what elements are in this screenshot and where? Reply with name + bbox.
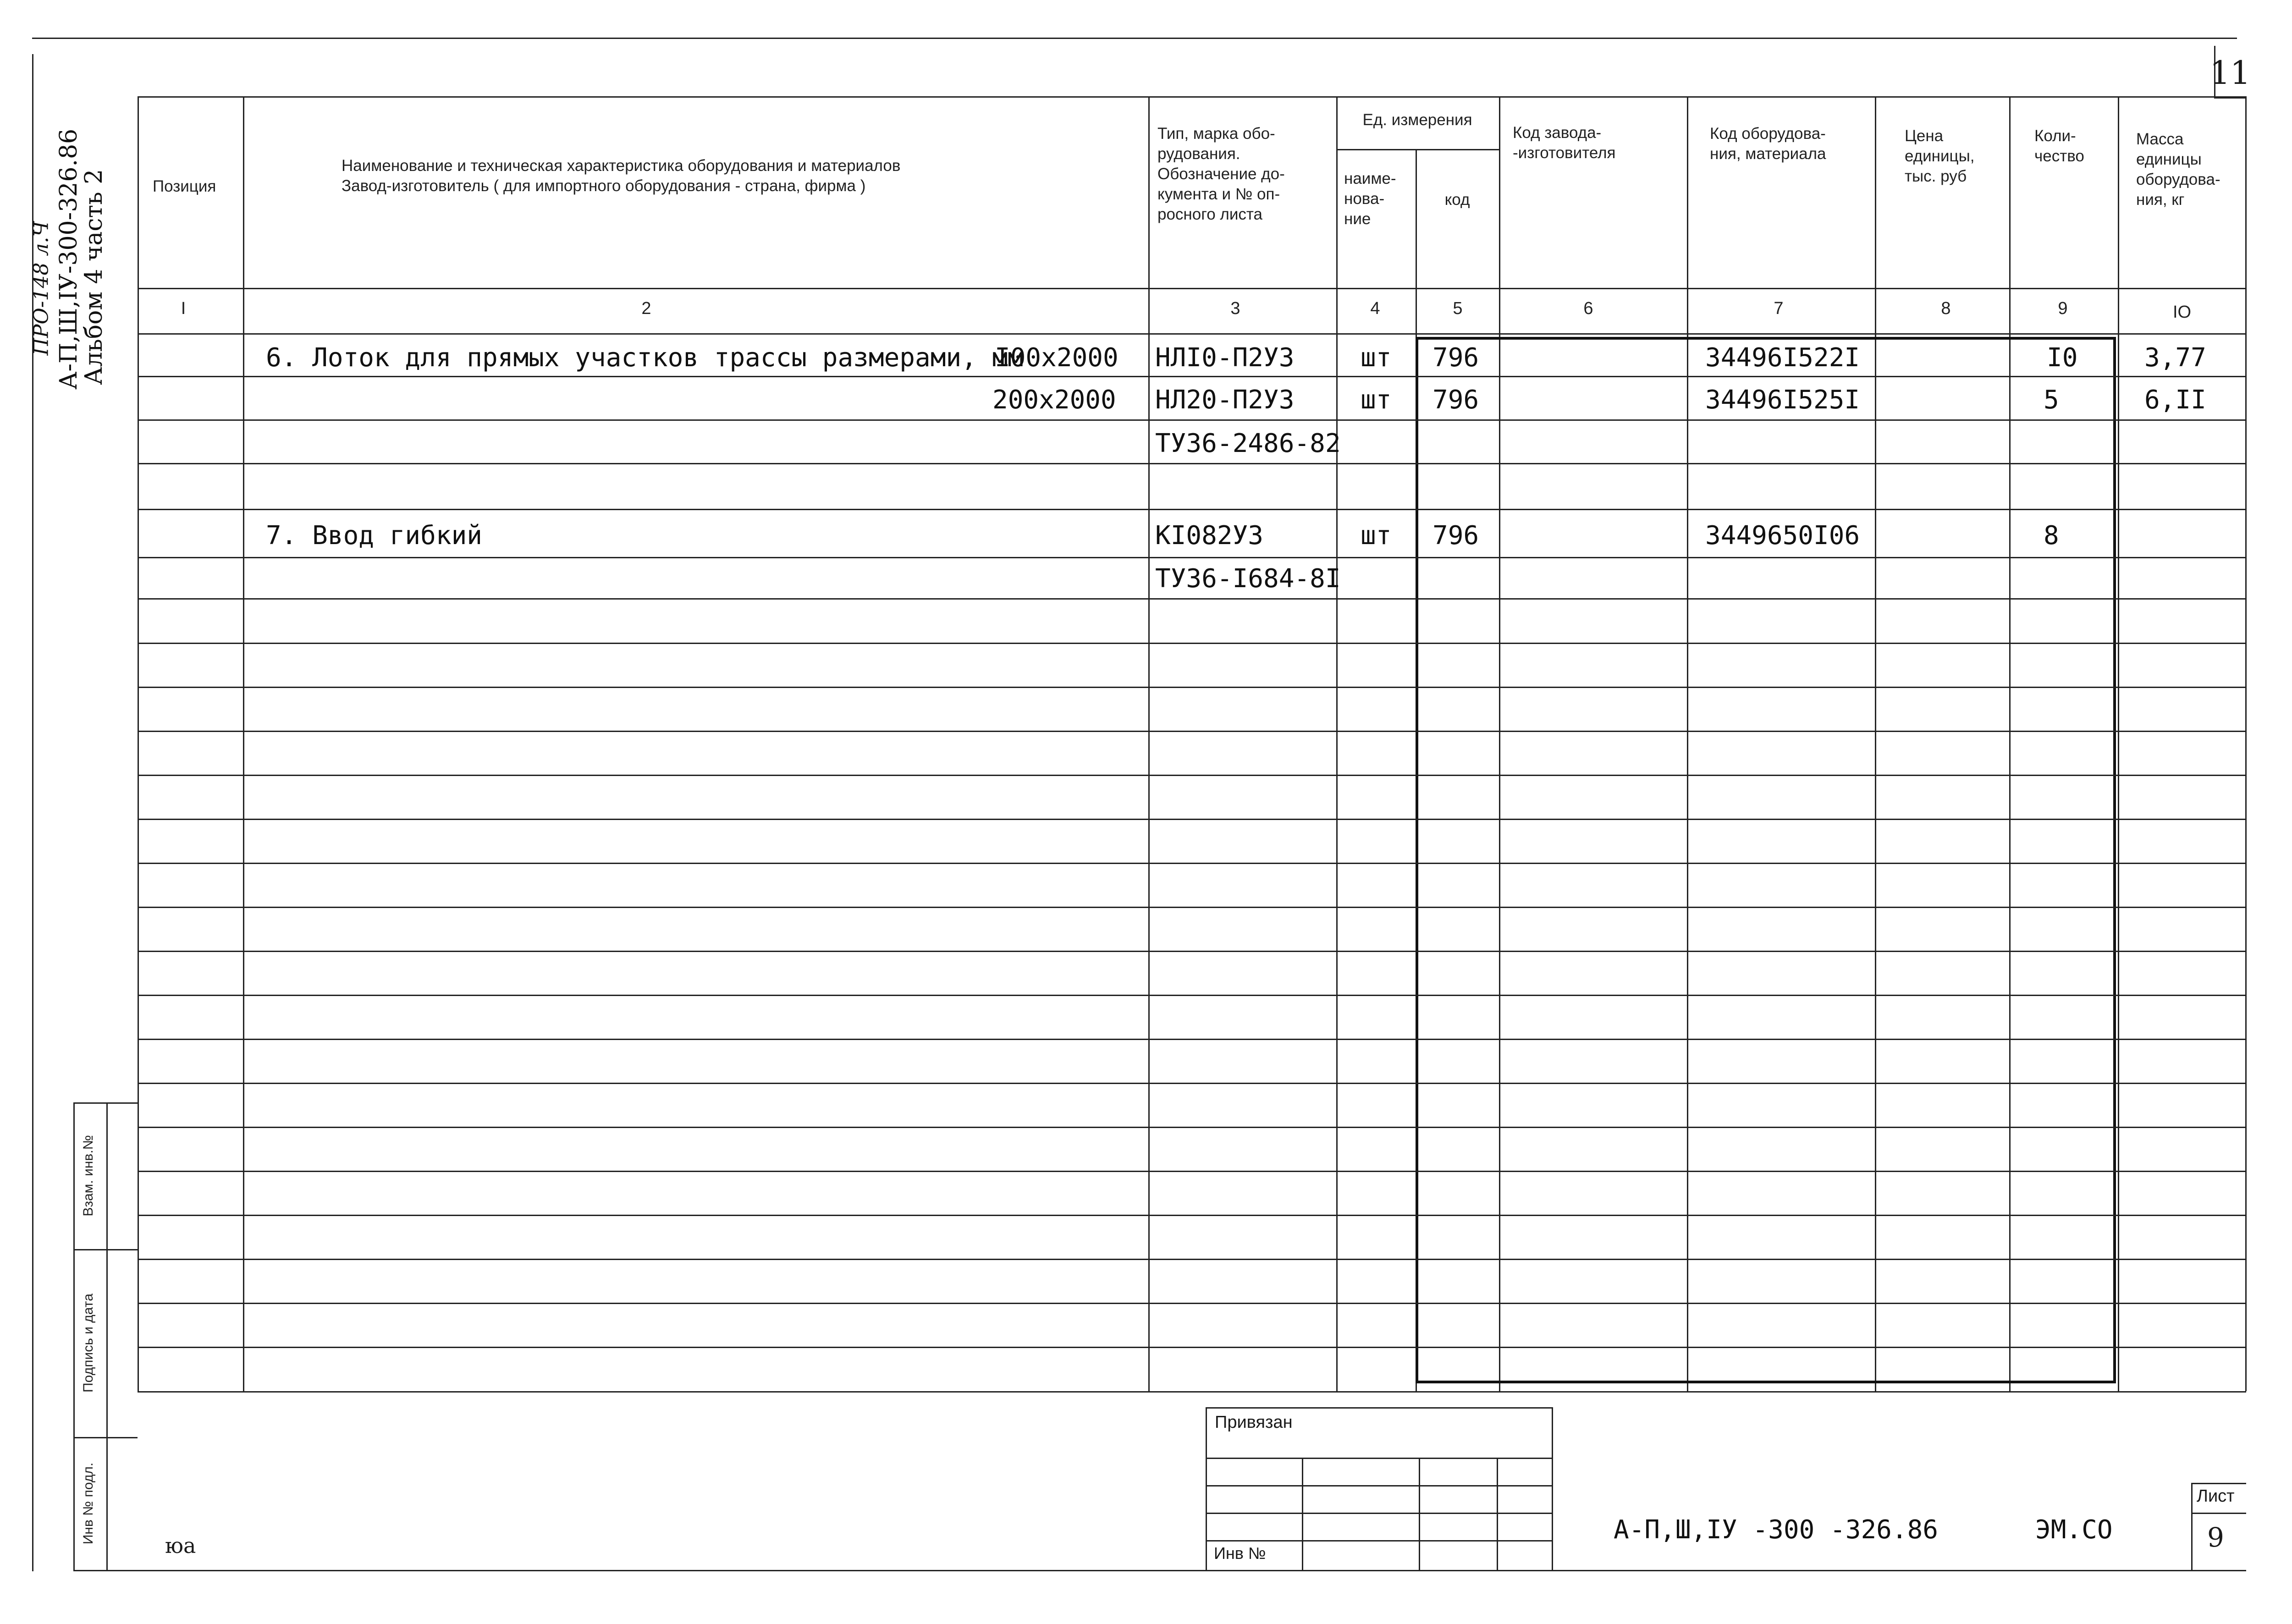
stamp-sheet-box-left <box>2191 1483 2193 1570</box>
header-unit-name-1: наиме- <box>1344 170 1396 187</box>
colnum-5: 5 <box>1453 299 1463 318</box>
colnum-2: 2 <box>641 299 651 318</box>
col-line-9 <box>2118 96 2119 1391</box>
table-top-line <box>138 96 2246 98</box>
stamp-privyazan-col2 <box>1419 1458 1420 1570</box>
stamp-sheet-number: 9 <box>2207 1522 2224 1553</box>
header-type-line4: кумента и № оп- <box>1157 185 1280 203</box>
bold-frame-left <box>1416 337 1418 1382</box>
colnum-4: 4 <box>1370 299 1380 318</box>
header-unit-group: Ед. измерения <box>1362 111 1472 129</box>
header-unit-name-2: нова- <box>1344 190 1385 208</box>
margin-inv-podl: Инв № подл. <box>81 1462 96 1545</box>
margin-box-top <box>73 1102 138 1104</box>
table-row-quantity: I0 <box>2047 343 2078 373</box>
header-position: Позиция <box>153 177 216 195</box>
bold-frame-top <box>1416 337 2116 340</box>
stamp-privyazan-col3 <box>1497 1458 1498 1570</box>
header-price-3: тыс. руб <box>1905 167 1967 185</box>
colnum-8: 8 <box>1941 299 1951 318</box>
row-line <box>138 1215 2246 1216</box>
stamp-privyazan-right <box>1552 1407 1553 1570</box>
table-row-size: 200x2000 <box>992 385 1116 415</box>
colnum-9: 9 <box>2058 299 2068 318</box>
row-line <box>138 995 2246 996</box>
row-line <box>138 557 2246 558</box>
header-quantity-2: чество <box>2034 147 2084 165</box>
row-line <box>138 1127 2246 1128</box>
table-row-type: НЛI0-П2У3 <box>1155 343 1295 373</box>
side-code: ПРО-148 л.Ч <box>29 221 53 356</box>
header-bottom-line <box>138 288 2246 289</box>
col-line-8 <box>2009 96 2011 1391</box>
col-line-5 <box>1499 96 1500 1391</box>
margin-box-left <box>73 1102 75 1570</box>
row-line <box>138 1347 2246 1348</box>
row-line <box>138 1083 2246 1084</box>
top-right-page-number: 11 <box>2209 54 2251 92</box>
stamp-privyazan-label: Привязан <box>1215 1413 1293 1432</box>
row-line <box>138 951 2246 952</box>
row-line <box>138 376 2246 377</box>
stamp-privyazan-line3 <box>1206 1513 1552 1514</box>
stamp-privyazan-col1 <box>1302 1458 1303 1570</box>
colnum-7: 7 <box>1774 299 1784 318</box>
row-line <box>138 1303 2246 1304</box>
margin-box-mid <box>106 1102 108 1570</box>
header-price-2: единицы, <box>1905 147 1975 165</box>
row-line <box>138 863 2246 864</box>
header-unit-name-3: ние <box>1344 210 1371 228</box>
table-row-unit-code: 796 <box>1432 521 1479 551</box>
table-row-quantity: 5 <box>2044 385 2059 415</box>
side-series: А-П,Ш,IУ-300-326.86 <box>55 128 83 390</box>
table-row-type: ТУ36-2486-82 <box>1155 429 1341 458</box>
header-mass-1: Масса <box>2136 130 2184 148</box>
row-line <box>138 907 2246 908</box>
table-row-mass: 6,II <box>2144 385 2206 415</box>
margin-box-sep1 <box>73 1249 138 1250</box>
header-name-line2: Завод-изготовитель ( для импортного оборудования - страна, фирма ) <box>342 177 866 195</box>
colnum-6: 6 <box>1583 299 1593 318</box>
header-equipment-code-1: Код оборудова- <box>1710 125 1826 143</box>
stamp-privyazan-top <box>1206 1407 1552 1409</box>
bold-frame-bottom <box>1416 1381 2116 1383</box>
header-type-line1: Тип, марка обо- <box>1157 125 1275 143</box>
stamp-sheet-box-top <box>2191 1483 2246 1484</box>
table-row-type: ТУ36-I684-8I <box>1155 564 1341 594</box>
colnum-10: IO <box>2172 303 2192 322</box>
row-line <box>138 643 2246 644</box>
row-line <box>138 1259 2246 1260</box>
margin-podpis: Подпись и дата <box>81 1294 96 1393</box>
table-row-name: 6. Лоток для прямых участков трассы размерами, мм <box>266 343 1024 373</box>
unit-group-line <box>1336 149 1499 150</box>
col-line-10 <box>2245 96 2247 1391</box>
stamp-sheet-label: Лист <box>2197 1486 2235 1506</box>
side-album: Альбом 4 часть 2 <box>80 169 108 385</box>
col-line-6 <box>1687 96 1688 1391</box>
table-row-mass: 3,77 <box>2144 343 2206 373</box>
table-row-equipment-code: 34496I525I <box>1705 385 1860 415</box>
stamp-designation: А-П,Ш,IУ -300 -326.86 <box>1614 1515 1939 1545</box>
header-quantity-1: Коли- <box>2034 127 2076 145</box>
col-line-3 <box>1336 96 1338 1391</box>
header-equipment-code-2: ния, материала <box>1710 145 1826 163</box>
header-type-line3: Обозначение до- <box>1157 165 1285 183</box>
table-row-unit: шт <box>1361 385 1392 415</box>
header-mass-4: ния, кг <box>2136 191 2185 209</box>
header-mass-2: единицы <box>2136 150 2202 168</box>
row-line <box>138 509 2246 510</box>
header-unit-code: код <box>1444 191 1470 209</box>
stamp-section: ЭМ.СО <box>2035 1515 2113 1545</box>
table-row-name: 7. Ввод гибкий <box>266 521 483 551</box>
row-line <box>138 775 2246 776</box>
colnum-bottom-line <box>138 333 2246 335</box>
table-row-unit-code: 796 <box>1432 343 1479 373</box>
col-line-1 <box>243 96 244 1391</box>
table-row-quantity: 8 <box>2044 521 2059 551</box>
header-type-line2: рудования. <box>1157 145 1240 163</box>
stamp-privyazan-left <box>1206 1407 1207 1570</box>
colnum-3: 3 <box>1230 299 1240 318</box>
stamp-privyazan-line1 <box>1206 1458 1552 1459</box>
row-line <box>138 1039 2246 1040</box>
table-row-type: НЛ20-П2У3 <box>1155 385 1295 415</box>
table-row-type: КI082У3 <box>1155 521 1264 551</box>
row-line <box>138 598 2246 600</box>
stamp-sheet-box-mid <box>2191 1513 2246 1514</box>
col-line-0 <box>138 96 139 1391</box>
header-type-line5: росного листа <box>1157 205 1262 223</box>
header-mass-3: оборудова- <box>2136 171 2220 188</box>
col-line-2 <box>1148 96 1150 1391</box>
row-line <box>138 687 2246 688</box>
header-price-1: Цена <box>1905 127 1944 145</box>
row-line <box>138 1391 2246 1393</box>
row-line <box>138 463 2246 464</box>
table-row-unit-code: 796 <box>1432 385 1479 415</box>
stamp-bottom-left-mark: юа <box>165 1533 196 1558</box>
table-row-unit: шт <box>1361 343 1392 373</box>
colnum-1: I <box>181 299 186 318</box>
table-row-size: I00x2000 <box>995 343 1118 373</box>
margin-vzam-inv: Взам. инв.№ <box>81 1135 96 1217</box>
table-row-equipment-code: 34496I522I <box>1705 343 1860 373</box>
table-row-unit: шт <box>1361 521 1392 551</box>
col-line-7 <box>1875 96 1876 1391</box>
row-line <box>138 731 2246 732</box>
row-line <box>138 819 2246 820</box>
frame-bottom-line <box>73 1570 2246 1571</box>
bold-frame-right <box>2113 337 2116 1382</box>
header-name-line1: Наименование и техническая характеристика оборудования и материалов <box>342 157 901 175</box>
stamp-inv-label: Инв № <box>1214 1544 1266 1563</box>
row-line <box>138 1171 2246 1172</box>
table-row-equipment-code: 3449650I06 <box>1705 521 1860 551</box>
frame-top-line <box>32 38 2237 39</box>
header-factory-code-2: -изготовителя <box>1513 144 1616 162</box>
stamp-privyazan-line4 <box>1206 1540 1552 1541</box>
row-line <box>138 419 2246 421</box>
stamp-privyazan-line2 <box>1206 1485 1552 1486</box>
header-factory-code-1: Код завода- <box>1513 124 1602 142</box>
